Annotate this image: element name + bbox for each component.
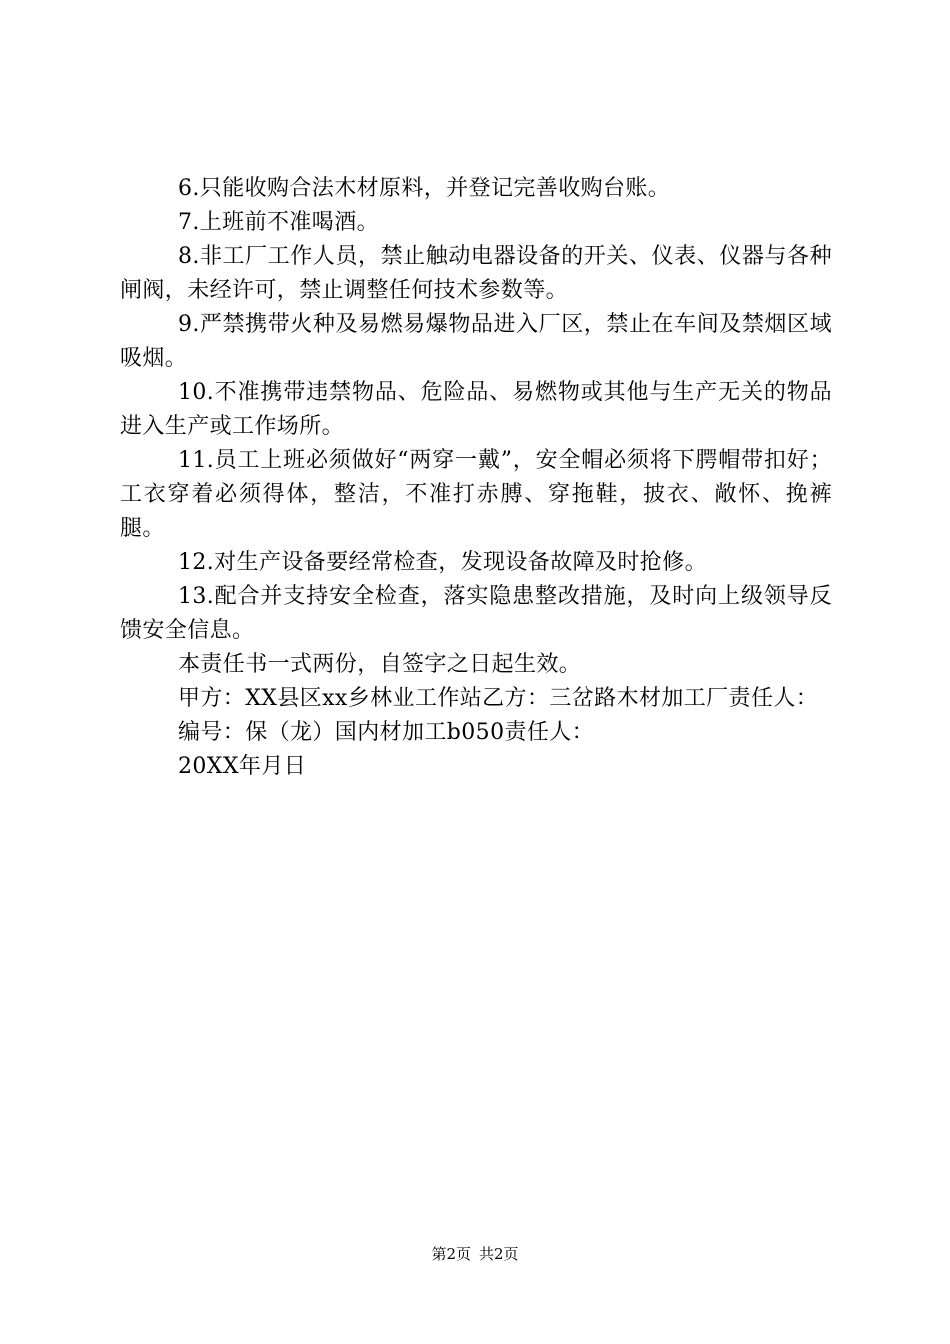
page-number: 第2页 [431,1245,471,1263]
rule-item-11: 11.员工上班必须做好“两穿一戴”，安全帽必须将下腭帽带扣好；工衣穿着必须得体，整洁，不准打赤膊、穿拖鞋，披衣、敞怀、挽裤腿。 [120,448,832,541]
parties-line: 甲方：XX县区xx乡林业工作站乙方：三岔路木材加工厂责任人： [178,686,819,711]
rule-item-13: 13.配合并支持安全检查，落实隐患整改措施，及时向上级领导反馈安全信息。 [120,584,832,643]
page-total: 共2页 [479,1245,519,1263]
rule-item-7: 7.上班前不准喝酒。 [178,210,379,235]
rule-item-9: 9.严禁携带火种及易燃易爆物品进入厂区，禁止在车间及禁烟区域吸烟。 [120,312,832,371]
rule-item-10: 10.不准携带违禁物品、危险品、易燃物或其他与生产无关的物品进入生产或工作场所。 [120,380,832,439]
date-line: 20XX年月日 [178,754,307,779]
rule-item-12: 12.对生产设备要经常检查，发现设备故障及时抢修。 [178,550,707,575]
rule-item-6: 6.只能收购合法木材原料，并登记完善收购台账。 [178,176,671,201]
serial-number-line: 编号：保（龙）国内材加工b050责任人： [178,720,595,745]
rule-item-8: 8.非工厂工作人员，禁止触动电器设备的开关、仪表、仪器与各种闸阀，未经许可，禁止调整任何技术参数等。 [120,244,832,303]
page-footer [0,1244,950,1264]
effectiveness-statement: 本责任书一式两份，自签字之日起生效。 [178,652,582,677]
document-body [120,172,832,784]
